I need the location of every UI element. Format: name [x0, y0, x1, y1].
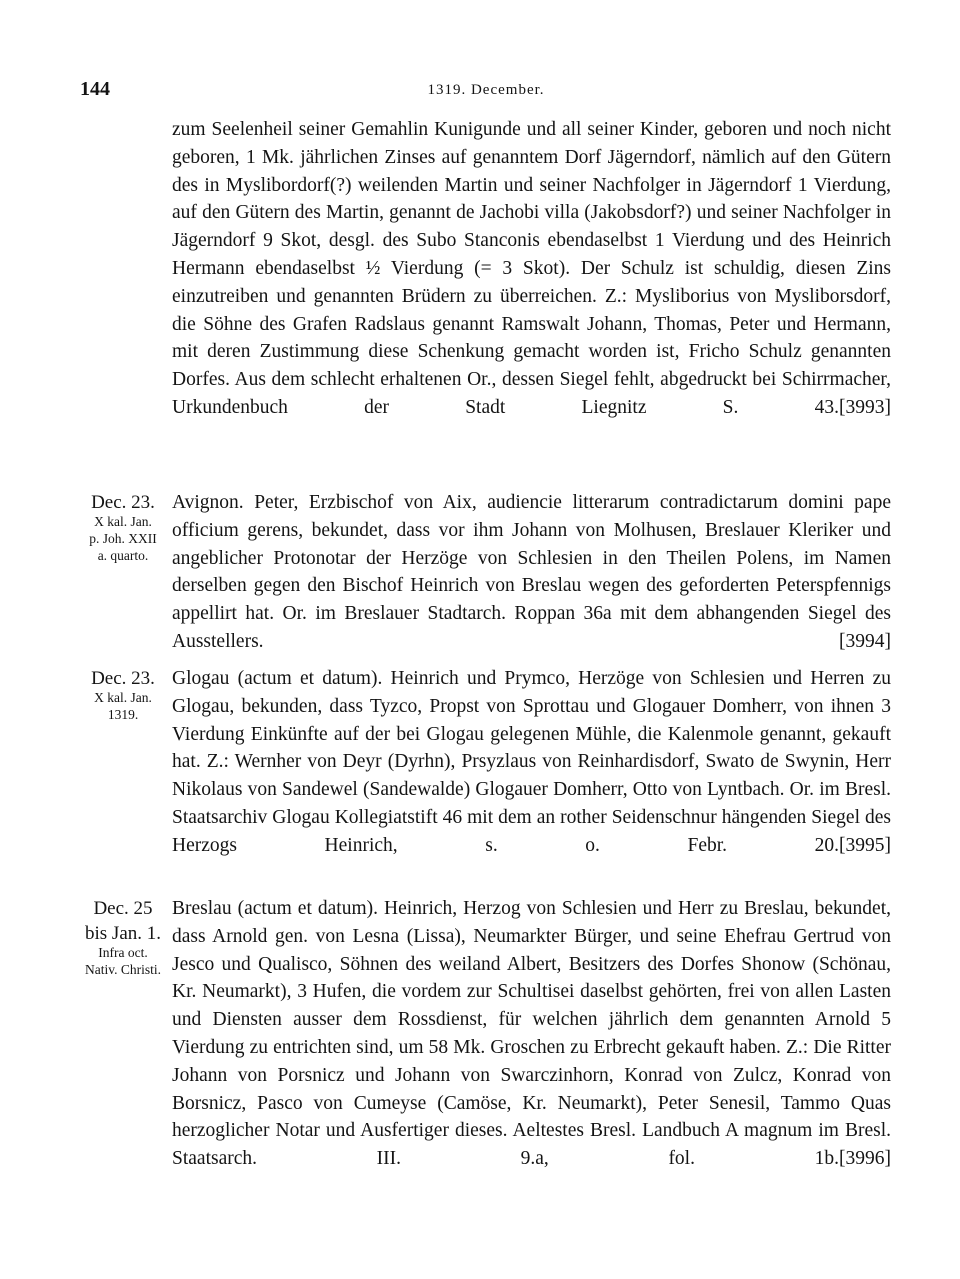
running-head: 1319. December. [427, 82, 545, 98]
margin-note-line: X kal. Jan. [94, 689, 152, 705]
margin-note-line: a. quarto. [97, 547, 149, 563]
document-reference: [3995] [839, 834, 891, 856]
margin-date: Dec. 23. [91, 668, 155, 689]
document-reference: [3996] [839, 1148, 891, 1170]
entry-text [172, 665, 891, 860]
document-reference: [3994] [839, 630, 891, 652]
margin-date-note [78, 895, 168, 978]
margin-date-note [78, 665, 168, 723]
page-header [80, 78, 892, 106]
entry-body-text: Breslau (actum et datum). Heinrich, Herzog von Schlesien und Herr zu Breslau, bekundet, dass Arnold gen. von Lesna (Lissa), Neumarkter Bürger, und seine Ehefrau Gertrud von Jesco und Qualisco, Söhnen des weiland Albert, Besitzers des Dorfes Shonow (Schönau, Kr. Neumarkt), 3 Hufen, die vordem zur Schultisei daselbst gehörten, frei von allen Lasten und Diensten ausser dem Rossdienst, für welchen jährlich dem genannten Arnold 5 Vierdung zu entrichten sind, um 58 Mk. Groschen zu Erbrecht gekauft haben. Z.: Die Ritter Johann von Porsnicz und Johann von Swarczinhorn, Konrad von Zulcz, Konrad von Borsnicz, Pasco von Cumeyse (Camöse, Kr. Neumarkt), Peter Senesil, Tammo Quas herzoglicher Notar und Ausfertiger dieses. Aeltestes Bresl. Landbuch A magnum im Bresl. Staatsarch. III. 9.a, fol. 1b. [172, 898, 891, 1170]
entry-body-text: Glogau (actum et datum). Heinrich und Prymco, Herzöge von Schlesien und Herren zu Glogau, bekunden, dass Tyzco, Propst von Sprottau und Glogauer Domherr, von ihnen 3 Vierdung Einkünfte auf der bei Glogau gelegenen Mühle, die Kalenmole genannt, gekauft hat. Z.: Wernher von Deyr (Dyrhn), Prsyzlaus von Reinhardisdorf, Swato de Swynin, Herr Nikolaus von Sandewel (Sandewalde) Glogauer Domherr, Otto von Lyntbach. Or. im Bresl. Staatsarchiv Glogau Kollegiatstift 46 mit dem an rother Seidenschnur hängenden Siegel des Herzogs Heinrich, s. o. Febr. 20. [172, 668, 891, 856]
entry-text [172, 489, 891, 656]
entry-text [172, 895, 891, 1173]
margin-note-line: 1319. [107, 706, 139, 722]
entry-body-text: Avignon. Peter, Erzbischof von Aix, audiencie litterarum contradictarum domini pape officium gerens, bekundet, dass vor ihm Johann von Molhusen, Breslauer Kleriker und angeblicher Protonotar der Herzöge von Schlesien in den Theilen Polens, im Namen derselben gegen den Bischof Heinrich von Breslau wegen des geforderten Peterspfennigs appellirt hat. Or. im Breslauer Stadtarch. Roppan 36a mit dem abhangenden Siegel des Ausstellers. [172, 492, 891, 652]
margin-note-line: Infra oct. [98, 944, 148, 960]
margin-date: Dec. 25 [93, 898, 153, 919]
margin-date-note [78, 489, 168, 564]
document-reference: [3993] [839, 396, 891, 418]
margin-date: Dec. 23. [91, 492, 155, 513]
entry-body-text: zum Seelenheil seiner Gemahlin Kunigunde und all seiner Kinder, geboren und noch nicht geboren, 1 Mk. jährlichen Zinses auf genanntem Dorf Jägerndorf, nämlich auf den Gütern des in Myslibordorf(?) weilenden Martin und seiner Nachfolger in Jägerndorf 1 Vierdung, auf den Gütern des Martin, genannt de Jachobi villa (Jakobsdorf?) und seiner Nachfolger in Jägerndorf 9 Skot, desgl. des Subo Stanconis ebendaselbst 1 Vierdung und des Heinrich Hermann ebendaselbst ½ Vierdung (= 3 Skot). Der Schulz ist schuldig, diesen Zins einzutreiben und genannten Brüdern zu überreichen. Z.: Mysliborius von Mysliborsdorf, die Söhne des Grafen Radslaus genannt Ramswalt Johann, Thomas, Peter und Hermann, mit deren Zustimmung diese Schenkung gemacht worden ist, Fricho Schulz genannten Dorfes. Aus dem schlecht erhaltenen Or., dessen Siegel fehlt, abgedruckt bei Schirrmacher, Urkundenbuch der Stadt Liegnitz S. 43. [172, 119, 891, 418]
margin-date-range-end: bis Jan. 1. [85, 922, 161, 944]
margin-note-line: X kal. Jan. [94, 513, 152, 529]
margin-note-line: p. Joh. XXII [89, 530, 157, 546]
page-number: 144 [80, 78, 110, 100]
margin-note-line: Nativ. Christi. [85, 961, 161, 977]
entry-text [172, 116, 891, 422]
